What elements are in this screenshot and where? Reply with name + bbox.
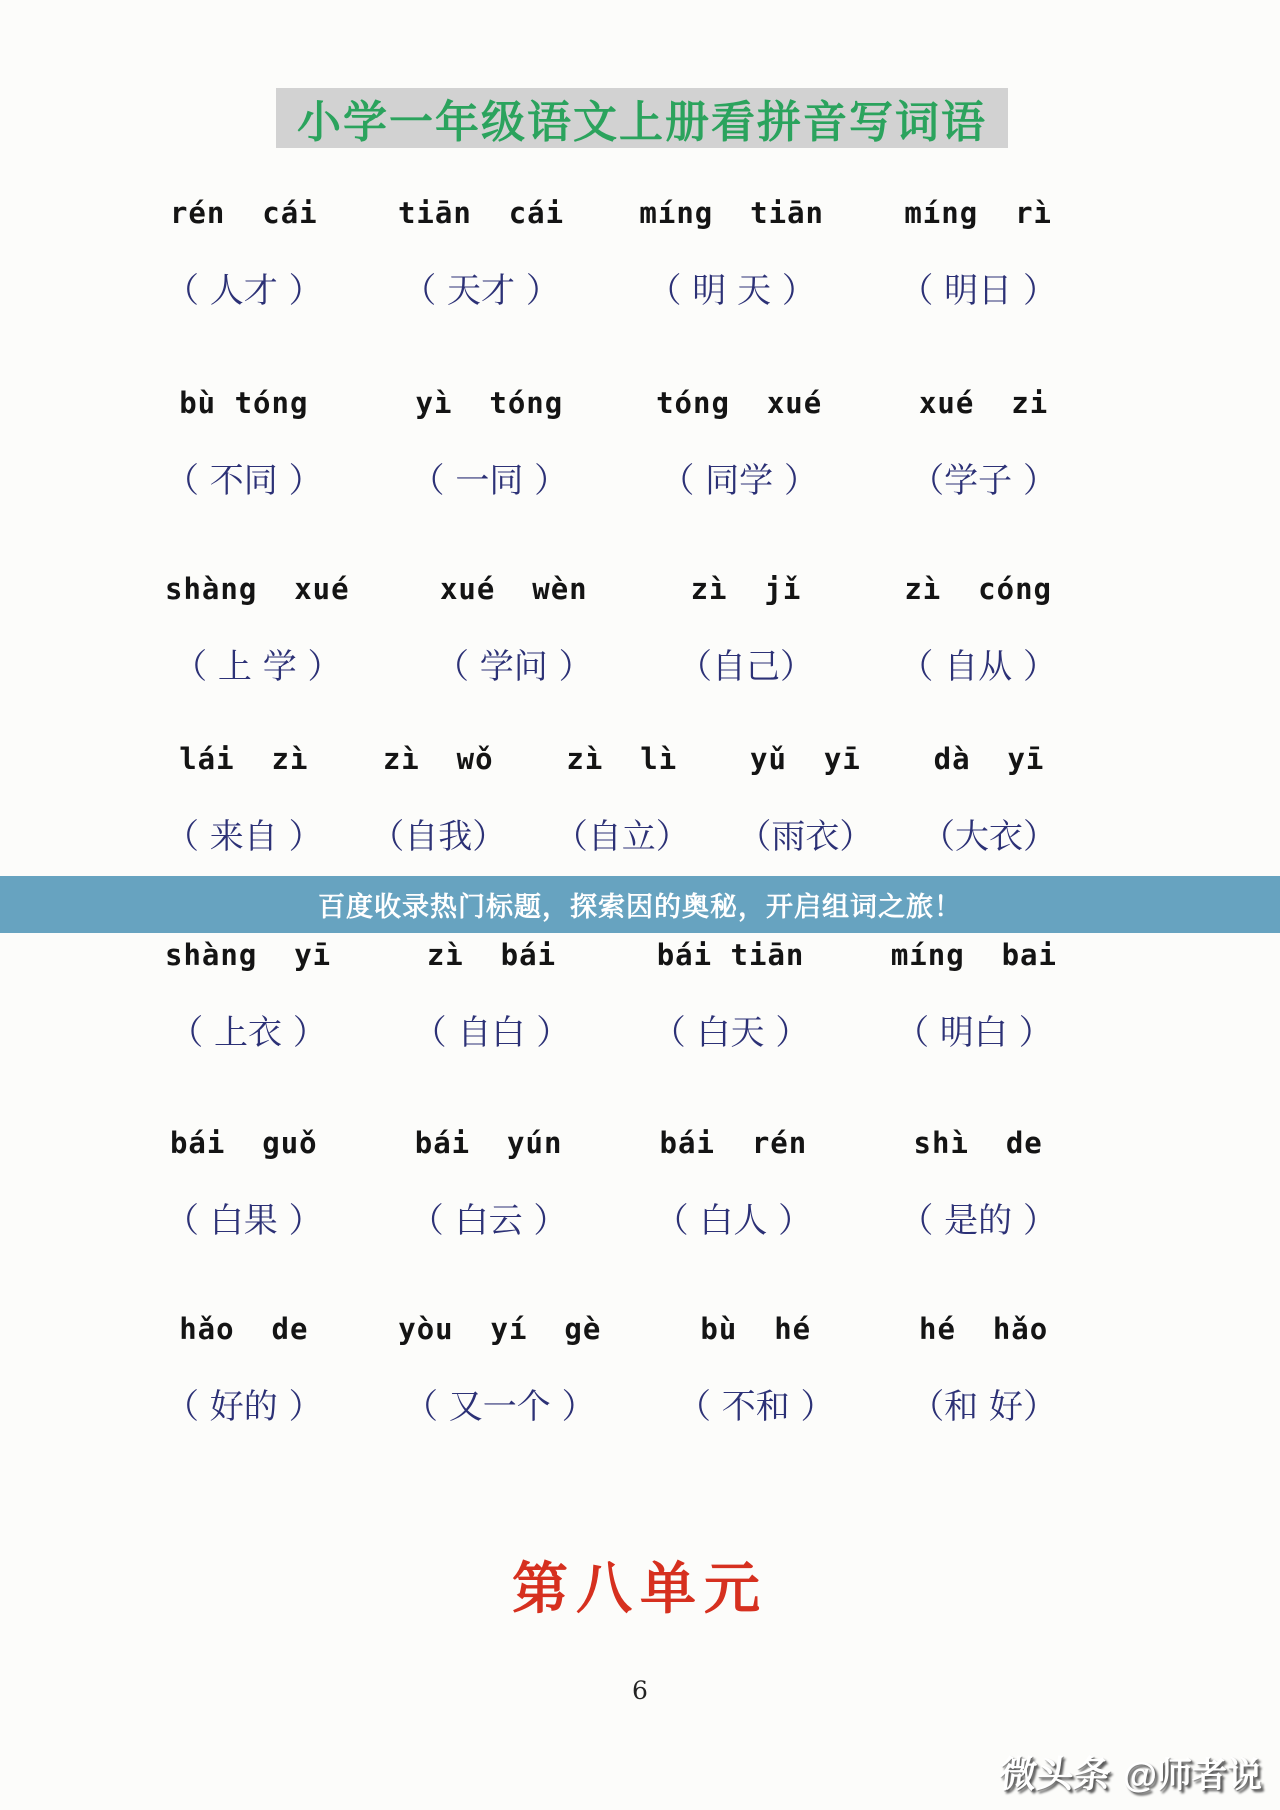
word-cell xyxy=(899,572,1057,688)
pinyin-text: shì de xyxy=(913,1126,1043,1160)
pinyin-text: xué wèn xyxy=(439,572,588,606)
page-number: 6 xyxy=(632,1676,648,1705)
answer-word: （ 好的 ） xyxy=(165,1387,323,1427)
watermark xyxy=(997,1744,1262,1798)
word-cell xyxy=(410,1126,568,1242)
word-row xyxy=(165,1126,1057,1242)
pinyin-text: shàng yī xyxy=(165,938,332,972)
pinyin-text: zì wǒ xyxy=(382,742,494,776)
answer-word: （ 明 天 ） xyxy=(647,271,816,311)
pinyin-text: zì bái xyxy=(426,938,557,972)
overlay-banner xyxy=(0,876,1280,933)
title-strip xyxy=(276,88,1008,148)
answer-word: （ 明白 ） xyxy=(895,1013,1053,1053)
pinyin-text: yì tóng xyxy=(415,386,564,420)
pinyin-text: zì lì xyxy=(566,742,678,776)
pinyin-text: hǎo de xyxy=(179,1312,309,1346)
word-row xyxy=(165,938,1057,1054)
unit-heading: 第八单元 xyxy=(512,1556,768,1622)
pinyin-text: bù hé xyxy=(700,1312,812,1346)
pinyin-text: tóng xué xyxy=(656,386,823,420)
answer-word: （ 自白 ） xyxy=(412,1013,571,1053)
answer-word: （ 白人 ） xyxy=(654,1201,813,1241)
word-cell xyxy=(655,1126,813,1242)
answer-word: （ 人才 ） xyxy=(165,271,323,311)
pinyin-text: míng tiān xyxy=(639,196,825,230)
answer-word: （ 天才 ） xyxy=(402,271,560,311)
pinyin-text: bái rén xyxy=(659,1126,808,1160)
answer-word: （自我） xyxy=(370,817,507,857)
word-cell xyxy=(656,386,822,502)
word-row xyxy=(165,1312,1057,1428)
word-cell xyxy=(370,742,506,858)
answer-word: （ 白果 ） xyxy=(165,1201,323,1241)
word-cell xyxy=(165,386,323,502)
answer-word: （ 又一个 ） xyxy=(403,1387,596,1427)
word-cell xyxy=(165,742,323,858)
pinyin-text: tiān cái xyxy=(397,196,565,230)
answer-word: （ 明日 ） xyxy=(899,271,1057,311)
answer-word: （自立） xyxy=(553,817,690,857)
answer-word: （ 不同 ） xyxy=(165,461,323,501)
answer-word: （ 不和 ） xyxy=(676,1387,835,1427)
word-cell xyxy=(165,938,331,1054)
word-row xyxy=(165,196,1057,312)
word-row xyxy=(165,572,1057,688)
pinyin-text: dà yī xyxy=(933,742,1045,776)
word-cell xyxy=(899,196,1057,312)
answer-word: （ 白天 ） xyxy=(651,1013,810,1053)
word-cell xyxy=(910,1312,1057,1428)
word-cell xyxy=(398,196,564,312)
word-cell xyxy=(435,572,593,688)
answer-word: （ 同学 ） xyxy=(660,461,818,501)
answer-word: （ 白云 ） xyxy=(409,1201,568,1241)
answer-word: （ 上衣 ） xyxy=(169,1013,327,1053)
word-cell xyxy=(165,1312,323,1428)
answer-word: （ 上 学 ） xyxy=(173,647,342,687)
answer-word: （ 来自 ） xyxy=(165,817,323,857)
page-title: 小学一年级语文上册看拼音写词语 xyxy=(297,97,987,148)
answer-word: （ 一同 ） xyxy=(410,461,569,501)
pinyin-text: bái yún xyxy=(414,1126,563,1160)
watermark-brand: 微头条 xyxy=(997,1754,1113,1795)
word-cell xyxy=(165,196,323,312)
pinyin-text: zì jǐ xyxy=(690,572,802,606)
answer-word: （和 好） xyxy=(910,1387,1057,1427)
pinyin-text: shàng xué xyxy=(165,572,350,606)
answer-word: （雨衣） xyxy=(737,817,874,857)
pinyin-text: bù tóng xyxy=(179,386,309,420)
word-cell xyxy=(165,572,350,688)
pinyin-text: míng bai xyxy=(890,938,1057,972)
pinyin-text: yòu yí gè xyxy=(398,1312,602,1346)
answer-word: （自己） xyxy=(677,647,814,687)
word-cell xyxy=(639,196,824,312)
word-cell xyxy=(411,386,569,502)
answer-word: （学子 ） xyxy=(910,461,1057,501)
pinyin-text: míng rì xyxy=(904,196,1053,230)
word-cell xyxy=(165,1126,323,1242)
word-cell xyxy=(678,572,814,688)
overlay-banner-text: 百度收录热门标题，探索因的奥秘，开启组词之旅！ xyxy=(318,892,962,923)
word-cell xyxy=(398,1312,601,1428)
word-cell xyxy=(554,742,690,858)
answer-word: （ 自从 ） xyxy=(899,647,1057,687)
pinyin-text: bái guǒ xyxy=(169,1126,318,1160)
watermark-handle: @师者说 xyxy=(1122,1756,1262,1795)
pinyin-text: rén cái xyxy=(169,196,318,230)
pinyin-text: zì cóng xyxy=(904,572,1053,606)
word-row xyxy=(165,742,1057,858)
word-row xyxy=(165,386,1057,502)
word-cell xyxy=(891,938,1057,1054)
pinyin-text: yǔ yī xyxy=(750,742,861,776)
pinyin-text: hé hǎo xyxy=(918,1312,1049,1346)
answer-word: （ 是的 ） xyxy=(899,1201,1057,1241)
word-cell xyxy=(652,938,810,1054)
word-cell xyxy=(910,386,1057,502)
word-cell xyxy=(899,1126,1057,1242)
pinyin-text: lái zì xyxy=(179,742,309,776)
answer-word: （大衣） xyxy=(921,817,1057,857)
pinyin-text: bái tiān xyxy=(656,938,805,972)
word-cell xyxy=(677,1312,835,1428)
word-cell xyxy=(737,742,873,858)
answer-word: （ 学问 ） xyxy=(434,647,593,687)
pinyin-text: xué zi xyxy=(918,386,1049,420)
word-cell xyxy=(413,938,571,1054)
word-cell xyxy=(921,742,1057,858)
